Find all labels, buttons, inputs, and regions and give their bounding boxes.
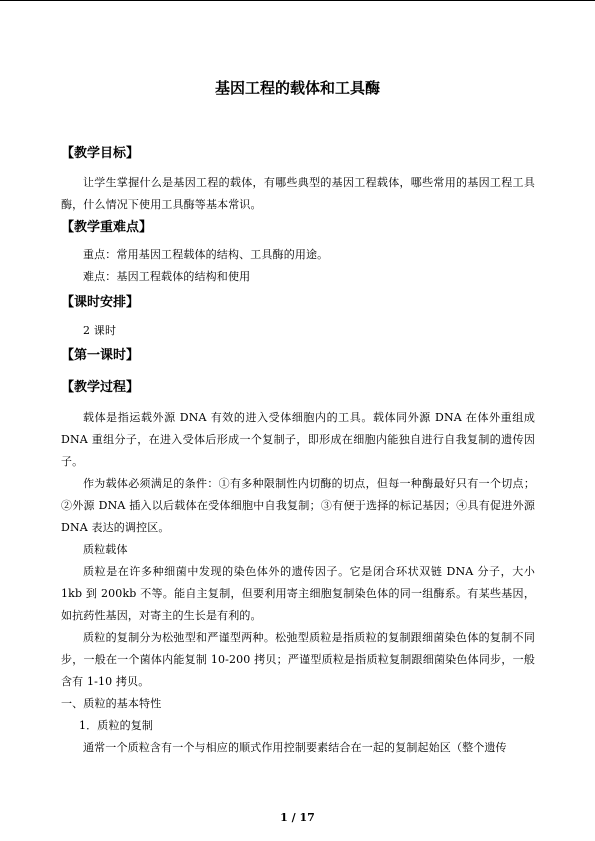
paragraph-goal: 让学生掌握什么是基因工程的载体，有哪些典型的基因工程载体，哪些常用的基因工程工具酶，什么情况下使用工具酶等基本常识。 [61, 176, 535, 211]
paragraph-plasmid-carrier: 质粒载体 [83, 543, 128, 556]
paragraph-carrier-definition: 载体是指运载外源 DNA 有效的进入受体细胞内的工具。载体同外源 DNA 在体外重组成 DNA 重组分子，在进入受体后形成一个复制子，即形成在细胞内能独自进行自我复制的遗传因子。 [61, 411, 535, 468]
heading-teaching-goal: 【教学目标】 [61, 146, 140, 161]
paragraph-plasmid-definition: 质粒是在许多种细菌中发现的染色体外的遗传因子。它是闭合环状双链 DNA 分子，大小 1kb 到 200kb 不等。能自主复制，但要利用寄主细胞复制染色体的同一组酶系。有某些基因，如抗药性基因，对寄主的生长是有利的。 [61, 565, 535, 622]
heading-lesson-one: 【第一课时】 [61, 348, 140, 363]
heading-key-points: 【教学重难点】 [61, 220, 153, 235]
paragraph-carrier-conditions: 作为载体必须满足的条件：①有多种限制性内切酶的切点，但每一种酶最好只有一个切点；②外源 DNA 插入以后载体在受体细胞中自我复制；③有便于选择的标记基因；④具有促进外源 DNA 表达的调控区。 [61, 477, 535, 534]
paragraph-hours: 2 课时 [83, 324, 117, 337]
heading-teaching-process: 【教学过程】 [61, 380, 140, 395]
heading-plasmid-properties: 一、质粒的基本特性 [61, 697, 162, 710]
paragraph-difficult-point: 难点：基因工程载体的结构和使用 [83, 270, 251, 283]
heading-schedule: 【课时安排】 [61, 295, 140, 310]
top-rule [0, 0, 595, 1]
paragraph-plasmid-replication-types: 质粒的复制分为松弛型和严谨型两种。松弛型质粒是指质粒的复制跟细菌染色体的复制不同步，一般在一个菌体内能复制 10-200 拷贝；严谨型质粒是指质粒复制跟细菌染色体同步，一般含有 1-10 拷贝。 [61, 631, 535, 688]
page-title: 基因工程的载体和工具酶 [214, 79, 380, 97]
paragraph-key-point: 重点：常用基因工程载体的结构、工具酶的用途。 [83, 248, 329, 261]
heading-plasmid-replication: 1．质粒的复制 [79, 719, 154, 732]
page-number: 1 / 17 [280, 811, 315, 824]
paragraph-replication-origin: 通常一个质粒含有一个与相应的顺式作用控制要素结合在一起的复制起始区（整个遗传 [83, 741, 507, 754]
